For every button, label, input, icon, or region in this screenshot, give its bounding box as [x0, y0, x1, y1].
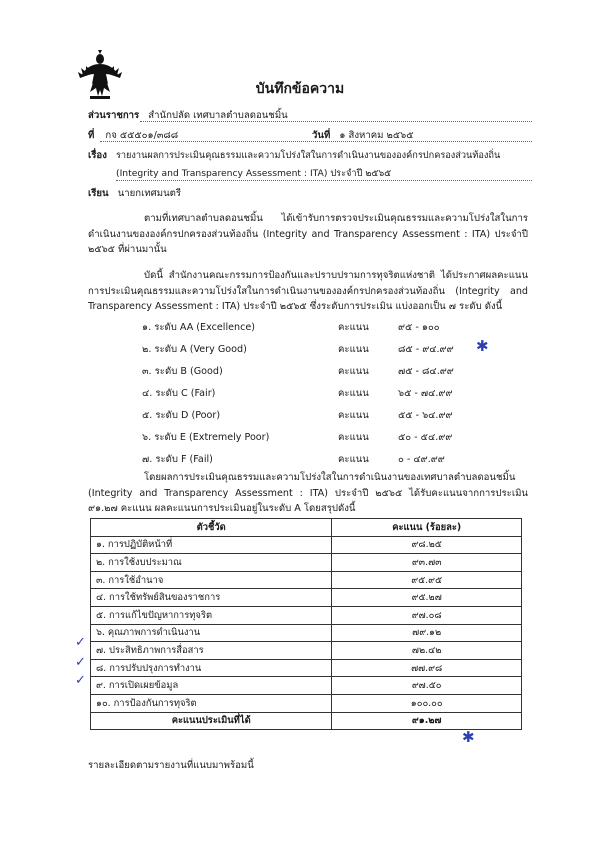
- level-range: ๙๕ - ๑๐๐: [398, 322, 440, 333]
- memo-title: บันทึกข้อความ: [255, 81, 345, 97]
- table-row: [91, 571, 522, 589]
- star-mark-icon: ✱: [476, 337, 489, 355]
- table-row: [91, 624, 522, 642]
- level-label: ๖. ระดับ E (Extremely Poor): [142, 432, 270, 443]
- closing-text: รายละเอียดตามรายงานที่แนบมาพร้อมนี้: [88, 760, 254, 771]
- level-label: ๑. ระดับ AA (Excellence): [142, 322, 256, 333]
- check-mark-icon: ✓: [75, 635, 86, 650]
- indicator-cell: ๗. ประสิทธิภาพการสื่อสาร: [91, 642, 332, 660]
- score-cell: ๗๒.๔๒: [332, 642, 522, 660]
- table-row: [91, 659, 522, 677]
- date-value: ๑ สิงหาคม ๒๕๖๕: [339, 130, 414, 141]
- paragraph-1: ตามที่เทศบาลตำบลดอนชมิ้น ได้เข้ารับการตรวจประเมินคุณธรรมและความโปร่งใสในการดำเนินงานขององค์กรปกครองส่วนท้องถิ่น (Integrity and Transparency Assessment : ITA) ประจำปี ๒๕๖๕ ที่ผ่านมานั้น: [88, 213, 528, 255]
- level-unit: คะแนน: [338, 454, 369, 465]
- table-row: [91, 554, 522, 572]
- level-range: ๖๕ - ๗๔.๙๙: [398, 388, 453, 399]
- indicator-cell: ๙. การเปิดเผยข้อมูล: [91, 677, 332, 695]
- table-header-row: [91, 519, 522, 537]
- paragraph-2: บัดนี้ สำนักงานคณะกรรมการป้องกันและปราบปรามการทุจริตแห่งชาติ ได้ประกาศผลคะแนนการประเมินคุณธรรมและความโปร่งใสในการดำเนินงานขององค์กรปกครองส่วนท้องถิ่น (Integrity and Transparency Assessment : ITA) ประจำปี ๒๕๖๕ ซึ่งระดับการประเมิน แบ่งออกเป็น ๗ ระดับ ดังนี้: [88, 270, 528, 312]
- level-label: ๔. ระดับ C (Fair): [142, 388, 216, 399]
- column-header-score: คะแนน (ร้อยละ): [332, 519, 522, 537]
- level-range: ๕๐ - ๕๔.๙๙: [398, 432, 453, 443]
- table-row: [91, 589, 522, 607]
- total-value: ๙๑.๒๗: [332, 712, 522, 730]
- agency-label: ส่วนราชการ: [88, 110, 140, 121]
- level-label: ๓. ระดับ B (Good): [142, 366, 223, 377]
- level-label: ๕. ระดับ D (Poor): [142, 410, 221, 421]
- ref-value: กจ ๕๕๕๐๑/๓๘๘: [105, 130, 179, 141]
- agency-value: สำนักปลัด เทศบาลตำบลดอนชมิ้น: [148, 110, 288, 121]
- to-value: นายกเทศมนตรี: [117, 188, 182, 199]
- table-row: [91, 694, 522, 712]
- indicator-cell: ๘. การปรับปรุงการทำงาน: [91, 659, 332, 677]
- indicator-cell: ๒. การใช้งบประมาณ: [91, 554, 332, 572]
- subject-line: [88, 148, 500, 163]
- level-unit: คะแนน: [338, 322, 369, 333]
- indicator-cell: ๑๐. การป้องกันการทุจริต: [91, 694, 332, 712]
- ref-label: ที่: [88, 130, 95, 141]
- level-unit: คะแนน: [338, 366, 369, 377]
- level-range: ๘๕ - ๙๔.๙๙: [398, 344, 454, 355]
- check-mark-icon: ✓: [75, 655, 86, 670]
- score-cell: ๙๕.๙๕: [332, 571, 522, 589]
- to-label: เรียน: [88, 188, 109, 199]
- indicator-cell: ๓. การใช้อำนาจ: [91, 571, 332, 589]
- score-table: [90, 518, 522, 730]
- ref-dotline: [100, 141, 532, 142]
- indicator-cell: ๔. การใช้ทรัพย์สินของราชการ: [91, 589, 332, 607]
- level-range: ๐ - ๔๙.๙๙: [398, 454, 445, 465]
- score-cell: ๑๐๐.๐๐: [332, 694, 522, 712]
- score-cell: ๙๗.๕๐: [332, 677, 522, 695]
- paragraph-3: โดยผลการประเมินคุณธรรมและความโปร่งใสในการดำเนินงานของเทศบาลตำบลดอนชมิ้น (Integrity and Transparency Assessment : ITA) ประจำปี ๒๕๖๕ ได้รับคะแนนจากการประเมิน ๙๑.๒๗ คะแนน ผลคะแนนการประเมินอยู่ในระดับ A โดยสรุปดังนี้: [88, 472, 528, 514]
- table-row: [91, 642, 522, 660]
- total-label: คะแนนประเมินที่ได้: [91, 712, 332, 730]
- level-label: ๗. ระดับ F (Fail): [142, 454, 213, 465]
- level-range: ๕๕ - ๖๔.๙๙: [398, 410, 453, 421]
- score-cell: ๗๗.๙๘: [332, 659, 522, 677]
- level-unit: คะแนน: [338, 432, 369, 443]
- level-unit: คะแนน: [338, 410, 369, 421]
- column-header-indicator: ตัวชี้วัด: [91, 519, 332, 537]
- subject-dotline: [116, 180, 532, 181]
- score-cell: ๙๕.๒๗: [332, 589, 522, 607]
- level-unit: คะแนน: [338, 388, 369, 399]
- star-mark-icon: ✱: [462, 728, 475, 746]
- table-total-row: [91, 712, 522, 730]
- subject-text-2: (Integrity and Transparency Assessment : ITA) ประจำปี ๒๕๖๕: [116, 168, 392, 179]
- check-mark-icon: ✓: [75, 673, 86, 688]
- level-range: ๗๕ - ๘๔.๙๙: [398, 366, 454, 377]
- table-row: [91, 536, 522, 554]
- subject-text-1: รายงานผลการประเมินคุณธรรมและความโปร่งใสในการดำเนินงานขององค์กรปกครองส่วนท้องถิ่น: [115, 150, 501, 161]
- score-cell: ๗๙.๑๒: [332, 624, 522, 642]
- level-label: ๒. ระดับ A (Very Good): [142, 344, 247, 355]
- score-cell: ๙๗.๐๘: [332, 606, 522, 624]
- to-line: [88, 186, 181, 201]
- level-unit: คะแนน: [338, 344, 369, 355]
- agency-dotline: [140, 121, 532, 122]
- score-cell: ๙๓.๗๓: [332, 554, 522, 572]
- table-row: [91, 677, 522, 695]
- subject-label: เรื่อง: [88, 150, 107, 161]
- indicator-cell: ๖. คุณภาพการดำเนินงาน: [91, 624, 332, 642]
- indicator-cell: ๑. การปฏิบัติหน้าที่: [91, 536, 332, 554]
- indicator-cell: ๕. การแก้ไขปัญหาการทุจริต: [91, 606, 332, 624]
- score-cell: ๙๘.๒๕: [332, 536, 522, 554]
- date-label: วันที่: [312, 130, 331, 141]
- table-row: [91, 606, 522, 624]
